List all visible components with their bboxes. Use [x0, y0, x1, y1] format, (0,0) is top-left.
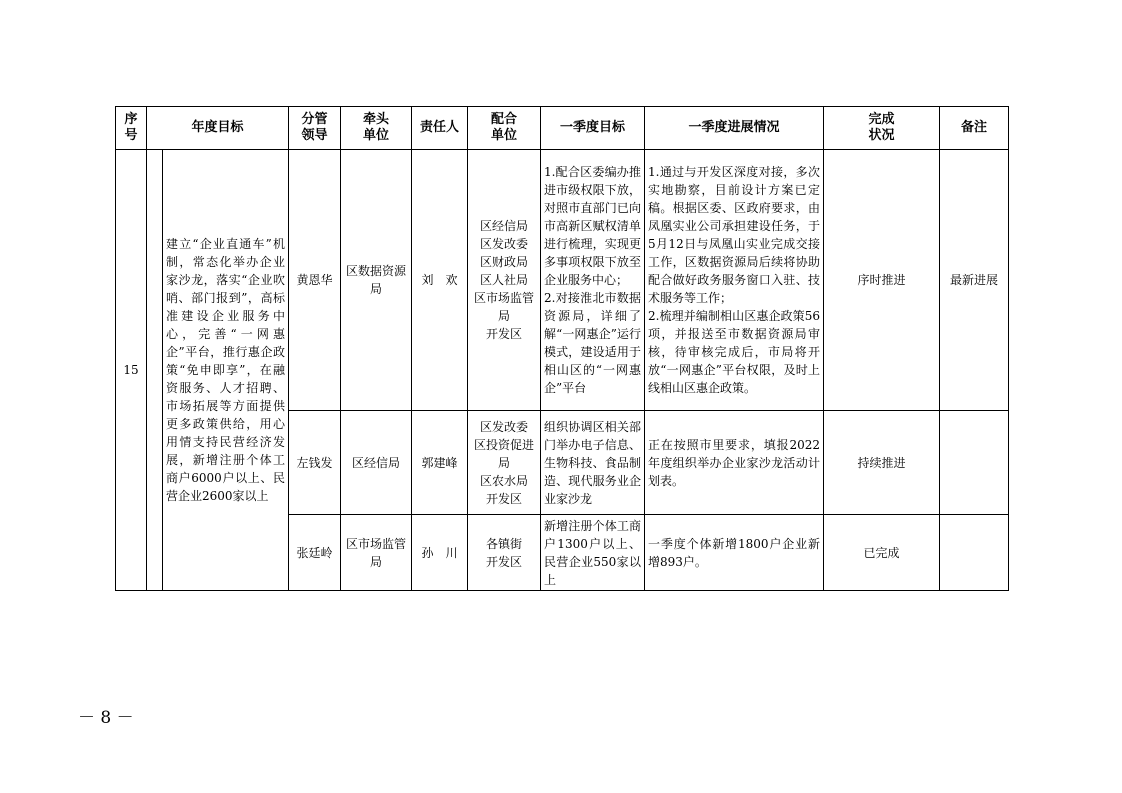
- header-remark: 备注: [940, 107, 1009, 150]
- row-q1-goal: 1.配合区委编办推进市级权限下放，对照市直部门已向市高新区赋权清单进行梳理，实现更多事项权限下放至企业服务中心； 2.对接淮北市数据资源局，详细了解“一网惠企”运行模式，建设适用于相山区的“一网惠企”平台: [541, 150, 645, 411]
- row-status: 已完成: [824, 515, 940, 591]
- row-coop-unit: 各镇街 开发区: [468, 515, 541, 591]
- row-q1-progress: 1.通过与开发区深度对接，多次实地勘察，目前设计方案已定稿。根据区委、区政府要求，由凤凰实业公司承担建设任务，于5月12日与凤凰山实业完成交接工作，区数据资源局后续将协助配合做好政务服务窗口入驻、技术服务等工作； 2.梳理并编制相山区惠企政策56项，并报送至市数据资源局审核，待审核完成后，市局将开放“一网惠企”平台权限，及时上线相山区惠企政策。: [645, 150, 824, 411]
- work-plan-table: [115, 106, 1009, 591]
- row-lead-unit: 区市场监管局: [341, 515, 412, 591]
- header-row: [116, 107, 1009, 150]
- header-annual-goal: 年度目标: [147, 107, 289, 150]
- row-seq: 15: [116, 150, 147, 591]
- header-coop-unit: 配合 单位: [468, 107, 541, 150]
- row-remark: [940, 411, 1009, 515]
- header-seq: 序号: [116, 107, 147, 150]
- row-responsible: 孙 川: [412, 515, 468, 591]
- row-lead-unit: 区数据资源局: [341, 150, 412, 411]
- row-status: 持续推进: [824, 411, 940, 515]
- header-q1-progress: 一季度进展情况: [645, 107, 824, 150]
- header-leader: 分管 领导: [289, 107, 341, 150]
- header-responsible: 责任人: [412, 107, 468, 150]
- row-coop-unit: 区发改委 区投资促进局 区农水局 开发区: [468, 411, 541, 515]
- table-row: [116, 150, 1009, 411]
- row-coop-unit: 区经信局 区发改委 区财政局 区人社局 区市场监管局 开发区: [468, 150, 541, 411]
- header-lead-unit: 牵头 单位: [341, 107, 412, 150]
- row-responsible: 郭建峰: [412, 411, 468, 515]
- row-responsible: 刘 欢: [412, 150, 468, 411]
- row-remark: 最新进展: [940, 150, 1009, 411]
- row-q1-goal: 新增注册个体工商户1300户以上、民营企业550家以上: [541, 515, 645, 591]
- row-remark: [940, 515, 1009, 591]
- header-status: 完成 状况: [824, 107, 940, 150]
- row-leader: 黄恩华: [289, 150, 341, 411]
- blank-cell: [147, 150, 163, 591]
- row-q1-progress: 一季度个体新增1800户企业新增893户。: [645, 515, 824, 591]
- page-number: － 8 －: [78, 708, 134, 728]
- row-status: 序时推进: [824, 150, 940, 411]
- row-leader: 左钱发: [289, 411, 341, 515]
- row-q1-progress: 正在按照市里要求，填报2022年度组织举办企业家沙龙活动计划表。: [645, 411, 824, 515]
- row-annual-goal: 建立“企业直通车”机制，常态化举办企业家沙龙，落实“企业吹哨、部门报到”，高标准建设企业服务中心，完善“一网惠企”平台，推行惠企政策“免申即享”，在融资服务、人才招聘、市场拓展等方面提供更多政策供给，用心用情支持民营经济发展，新增注册个体工商户6000户以上、民营企业2600家以上: [163, 150, 289, 591]
- row-q1-goal: 组织协调区相关部门举办电子信息、生物科技、食品制造、现代服务业企业家沙龙: [541, 411, 645, 515]
- header-q1-goal: 一季度目标: [541, 107, 645, 150]
- row-leader: 张廷岭: [289, 515, 341, 591]
- row-lead-unit: 区经信局: [341, 411, 412, 515]
